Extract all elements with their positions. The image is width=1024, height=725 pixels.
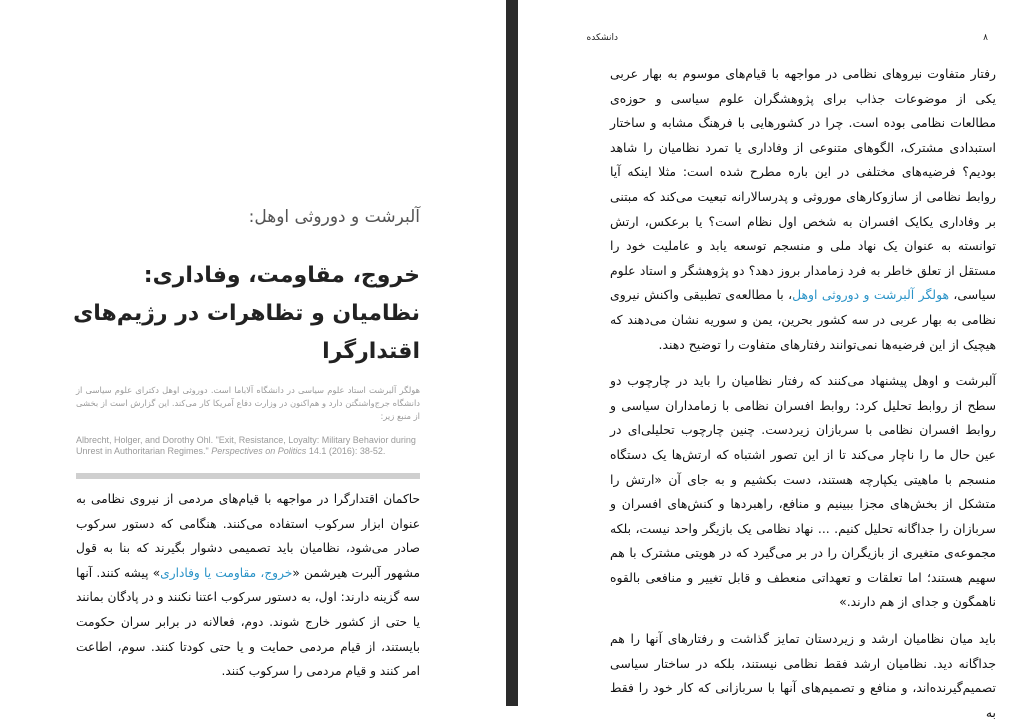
para1-text-after: ، با مطالعه‌ی تطبیقی واکنش نیروی نظامی به بهار عربی در سه کشور بحرین، یمن و سوریه نشان می‌دهند که هیچیک از این فرضیه‌ها نمی‌توانند رفتارهای متفاوت را توضیح دهند. — [610, 287, 996, 352]
author-bio: هولگر آلبرشت استاد علوم سیاسی در دانشگاه آلاباما است. دوروثی اوهل دکترای علوم سیاسی از دانشگاه جرج‌واشنگتن دارد و هم‌اکنون در وزارت دفاع آمریکا کار می‌کند. این گزارش است از بخشی از منبع زیر: — [76, 385, 420, 421]
divider-bar — [76, 473, 420, 479]
hirschman-link[interactable]: خروج، مقاومت یا وفاداری — [160, 565, 293, 580]
paragraph-3: باید میان نظامیان ارشد و زیردستان تمایز گذاشت و رفتارهای آنها را هم جداگانه دید. نظامیان ارشد فقط نظامی نیستند، بلکه در ساختار سیاسی تصمیم‌گیرنده‌اند، و منافع و تصمیم‌های آنها با سربازانی که کار خود را فقط به — [610, 631, 996, 720]
intro-paragraph — [76, 487, 420, 684]
page-number: ۸ — [983, 33, 988, 43]
source-citation — [76, 435, 420, 457]
left-page — [0, 0, 506, 706]
intro-text-before: حاکمان اقتدارگرا در مواجهه با قیام‌های مردمی از نیروی نظامی به عنوان ابزار سرکوب استفاده می‌کنند. هنگامی که دستور سرکوب صادر می‌شود، نظامیان باید تصمیمی دشوار بگیرند که بنا به قول مشهور آلبرت هیرشمن « — [76, 492, 421, 580]
citation-journal: Perspectives on Politics — [211, 446, 307, 456]
running-header — [518, 33, 1024, 49]
citation-tail: 14.1 (2016): 38-52. — [306, 446, 386, 456]
authors-link[interactable]: هولگر آلبرشت و دوروثی اوهل — [792, 287, 950, 303]
right-page — [518, 0, 1024, 720]
paragraph-2: آلبرشت و اوهل پیشنهاد می‌کنند که رفتار نظامیان را باید در چارچوب دو سطح از روابط تحلیل کرد: روابط افسران نظامی با زمامداران سیاسی و روابط افسران نظامی با سربازان زیردست. چنین چارچوب تحلیلی‌ای در عین حال ما را ناچار می‌کند تا از این تصور اشتباه که ارتش‌ها یک دستگاه منسجم با ماهیتی یکپارچه هستند، دست بکشیم و به جای آن «ارتش را متشکل از بخش‌های مجزا ببینیم و منافع، راهبردها و کنش‌های افسران و سربازان را جداگانه تحلیل کنیم. ... نهاد نظامی یک بازیگر واحد نیست، بلکه مجموعه‌ی متغیری از بازیگران را در بر می‌گیرد که در هویتی مشترک با هم سهیم هستند؛ اما تعلقات و تعهداتی منعطف و قابل تغییر و منافعی بالقوه ناهمگون و جدای از هم دارند.» — [610, 373, 996, 610]
citation-text: Albrecht, Holger, and Dorothy Ohl. "Exit, Resistance, Loyalty: Military Behavior during Unrest in Authoritarian Regimes." — [76, 435, 416, 456]
paragraph-1 — [610, 62, 996, 357]
article-body — [610, 62, 996, 725]
page-gutter — [506, 0, 518, 706]
para1-text-before: رفتار متفاوت نیروهای نظامی در مواجهه با قیام‌های موسوم به بهار عربی یکی از موضوعات جذاب برای پژوهشگران علوم سیاسی و حوزه‌ی مطالعات نظامی بوده است. چرا در کشورهایی با فرهنگ مشابه و ساختار استبدادی مشترک، الگوهای متنوعی از وفاداری یا تمرد نظامیان را شاهد بودیم؟ فرضیه‌های مختلفی در این باره مطرح شده است: مثلا اینکه آیا روابط نظامی از سازوکارهای موروثی و پدرسالارانه تبعیت می‌کند که مبتنی بر وفاداری یکایک افسران به شخص اول نظام است؟ یا برعکس، ارتش توانسته به عنوان یک نهاد ملی و منسجم توسعه یابد و عاملیت خود را مستقل از تعلق خاطر به فرد زمامدار بروز دهد؟ دو پژوهشگر و استاد علوم سیاسی، — [610, 66, 997, 303]
running-title: دانشکده — [586, 33, 618, 43]
article-title: خروج، مقاومت، وفاداری: نظامیان و تظاهرات در رژیم‌های اقتدارگرا — [73, 263, 420, 364]
intro-text-after: » پیشه کنند. آنها سه گزینه دارند: اول، به دستور سرکوب اعتنا نکنند و در پادگان بمانند یا حتی از کشور خارج شوند. دوم، فعالانه در برابر سران حکومت بایستند، از قیام مردمی حمایت و یا حتی کودتا کنند. سوم، اطاعت امر کنند و قیام مردمی را سرکوب کنند. — [76, 565, 420, 679]
article-authors: آلبرشت و دوروثی اوهل: — [248, 207, 420, 227]
